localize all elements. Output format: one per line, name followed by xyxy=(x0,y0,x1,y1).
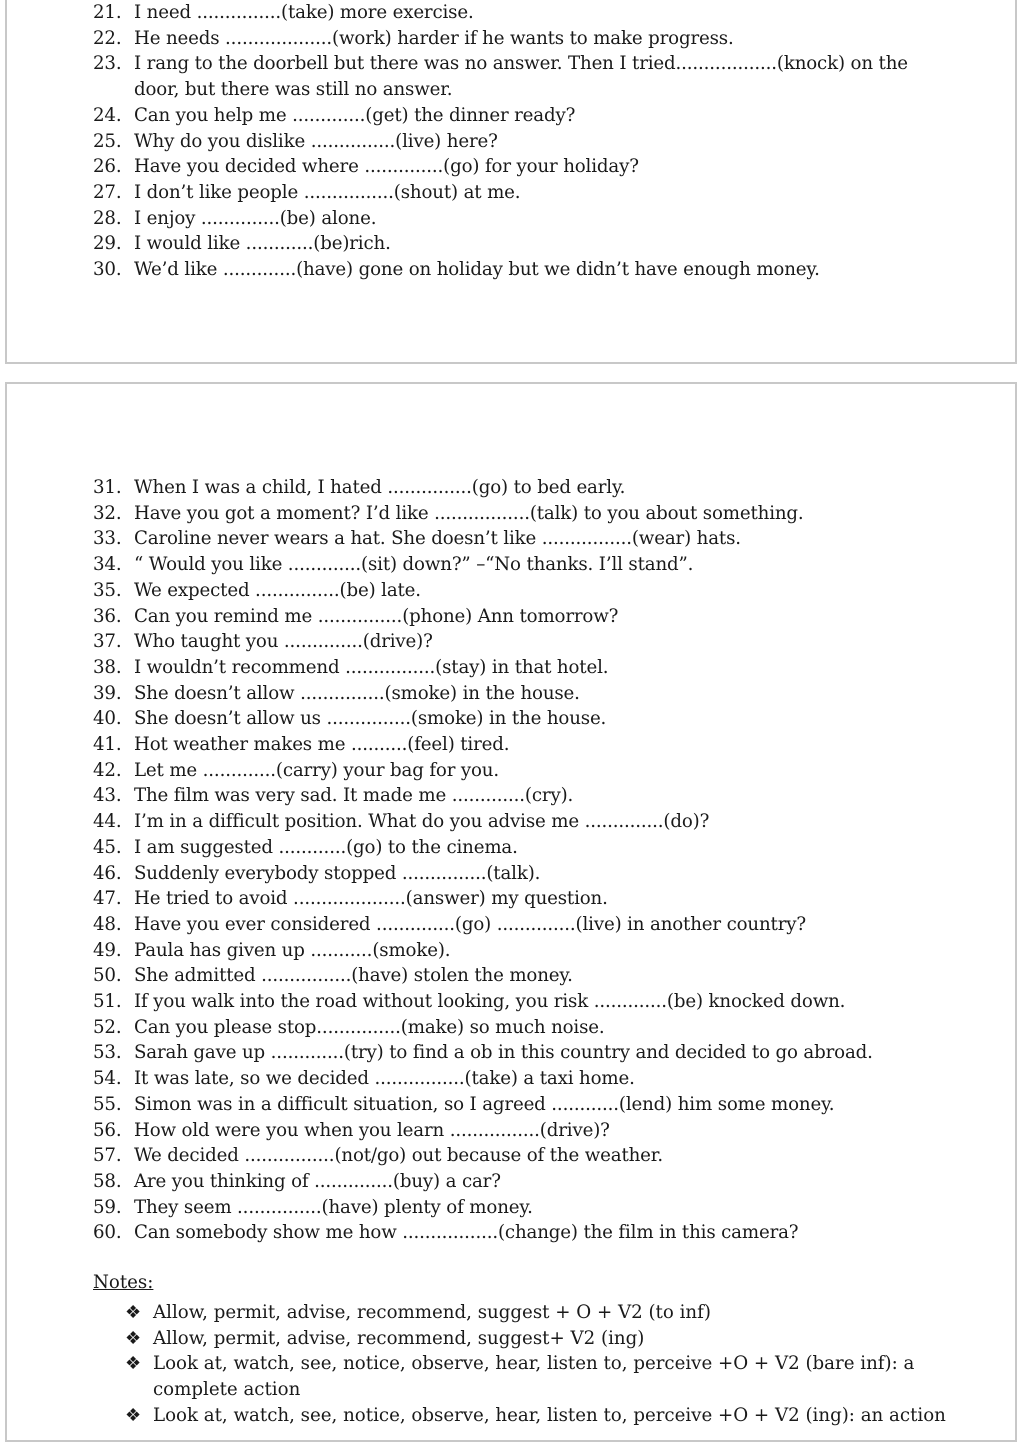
exercise-text: “ Would you like .............(sit) down?” –“No thanks. I’ll stand”. xyxy=(134,554,694,576)
exercise-text: Simon was in a difficult situation, so I agreed ............(lend) him some money. xyxy=(134,1093,835,1115)
exercise-item xyxy=(93,912,873,938)
exercise-number: 40. xyxy=(93,708,122,730)
exercise-item xyxy=(93,154,943,180)
exercise-text: If you walk into the road without looking, you risk .............(be) knocked down. xyxy=(134,991,846,1013)
exercise-number: 45. xyxy=(93,836,122,858)
exercise-item xyxy=(93,629,873,655)
exercise-number: 29. xyxy=(93,233,122,255)
exercise-item xyxy=(93,526,873,552)
exercise-item xyxy=(93,51,943,102)
exercise-item xyxy=(93,783,873,809)
exercise-number: 42. xyxy=(93,759,122,781)
exercise-item xyxy=(93,552,873,578)
note-item xyxy=(93,1326,993,1352)
exercise-number: 47. xyxy=(93,888,122,910)
exercise-number: 34. xyxy=(93,554,122,576)
exercise-text: She admitted ................(have) stolen the money. xyxy=(134,965,573,987)
diamond-bullet-icon: ❖ xyxy=(125,1404,142,1426)
exercise-item xyxy=(93,706,873,732)
exercise-item xyxy=(93,1040,873,1066)
note-text: Look at, watch, see, notice, observe, hear, listen to, perceive +O + V2 (bare inf): a complete action xyxy=(153,1353,915,1401)
exercise-text: She doesn’t allow ...............(smoke) in the house. xyxy=(134,682,580,704)
exercise-number: 39. xyxy=(93,682,122,704)
exercise-item xyxy=(93,257,943,283)
exercise-number: 41. xyxy=(93,734,122,756)
exercise-item xyxy=(93,1066,873,1092)
exercise-item xyxy=(93,0,943,26)
exercise-item xyxy=(93,963,873,989)
exercise-text: He tried to avoid ....................(answer) my question. xyxy=(134,888,608,910)
note-item xyxy=(93,1403,993,1429)
exercise-text: Can you please stop...............(make) so much noise. xyxy=(134,1016,605,1038)
exercise-text: They seem ...............(have) plenty of money. xyxy=(134,1196,533,1218)
exercise-text: Can somebody show me how .................(change) the film in this camera? xyxy=(134,1222,799,1244)
exercise-number: 56. xyxy=(93,1119,122,1141)
exercise-text: Are you thinking of ..............(buy) a car? xyxy=(134,1170,501,1192)
exercise-item xyxy=(93,501,873,527)
exercise-text: Can you remind me ...............(phone) Ann tomorrow? xyxy=(134,605,619,627)
exercise-item xyxy=(93,1143,873,1169)
exercise-item xyxy=(93,231,943,257)
exercise-text-continuation: door, but there was still no answer. xyxy=(134,79,453,101)
notes-list xyxy=(93,1300,993,1429)
exercise-text: Have you ever considered ..............(go) ..............(live) in another country? xyxy=(134,913,806,935)
diamond-bullet-icon: ❖ xyxy=(125,1353,142,1375)
exercise-item xyxy=(93,758,873,784)
exercise-text: We’d like .............(have) gone on holiday but we didn’t have enough money. xyxy=(134,259,820,281)
exercise-text: She doesn’t allow us ...............(smoke) in the house. xyxy=(134,708,607,730)
exercise-number: 53. xyxy=(93,1042,122,1064)
exercise-item xyxy=(93,886,873,912)
exercise-item xyxy=(93,206,943,232)
exercise-item xyxy=(93,129,943,155)
exercise-text: I would like ............(be)rich. xyxy=(134,233,391,255)
exercise-text: How old were you when you learn ................(drive)? xyxy=(134,1119,610,1141)
exercise-item xyxy=(93,861,873,887)
exercise-number: 35. xyxy=(93,579,122,601)
exercise-item xyxy=(93,26,943,52)
exercise-text: Let me .............(carry) your bag for you. xyxy=(134,759,499,781)
exercise-text: Sarah gave up .............(try) to find a ob in this country and decided to go abroad. xyxy=(134,1042,873,1064)
exercise-list-bottom xyxy=(93,475,873,1246)
exercise-item xyxy=(93,1195,873,1221)
exercise-text: I don’t like people ................(shout) at me. xyxy=(134,181,521,203)
exercise-number: 48. xyxy=(93,913,122,935)
exercise-item xyxy=(93,655,873,681)
exercise-number: 38. xyxy=(93,656,122,678)
exercise-item xyxy=(93,1015,873,1041)
notes-section xyxy=(93,1270,993,1429)
exercise-text: Why do you dislike ...............(live) here? xyxy=(134,130,498,152)
exercise-number: 24. xyxy=(93,104,122,126)
exercise-number: 32. xyxy=(93,502,122,524)
exercise-number: 28. xyxy=(93,207,122,229)
exercise-number: 54. xyxy=(93,1068,122,1090)
exercise-list-top xyxy=(93,0,943,283)
exercise-number: 30. xyxy=(93,259,122,281)
exercise-number: 26. xyxy=(93,156,122,178)
exercise-item xyxy=(93,604,873,630)
exercise-number: 59. xyxy=(93,1196,122,1218)
exercise-text: I wouldn’t recommend ................(stay) in that hotel. xyxy=(134,656,609,678)
exercise-number: 51. xyxy=(93,991,122,1013)
exercise-number: 33. xyxy=(93,528,122,550)
exercise-item xyxy=(93,578,873,604)
exercise-text: We decided ................(not/go) out because of the weather. xyxy=(134,1145,663,1167)
exercise-number: 43. xyxy=(93,785,122,807)
exercise-number: 58. xyxy=(93,1170,122,1192)
exercise-number: 36. xyxy=(93,605,122,627)
note-text: Look at, watch, see, notice, observe, hear, listen to, perceive +O + V2 (ing): an action xyxy=(153,1404,946,1426)
exercise-number: 60. xyxy=(93,1222,122,1244)
exercise-text: I am suggested ............(go) to the cinema. xyxy=(134,836,518,858)
exercise-text: Who taught you ..............(drive)? xyxy=(134,631,433,653)
note-text: Allow, permit, advise, recommend, suggest+ V2 (ing) xyxy=(153,1327,645,1349)
exercise-item xyxy=(93,681,873,707)
exercise-text: It was late, so we decided ................(take) a taxi home. xyxy=(134,1068,635,1090)
exercise-number: 49. xyxy=(93,939,122,961)
exercise-text: Can you help me .............(get) the dinner ready? xyxy=(134,104,576,126)
note-item xyxy=(93,1351,993,1402)
note-item xyxy=(93,1300,993,1326)
exercise-text: I’m in a difficult position. What do you advise me ..............(do)? xyxy=(134,811,710,833)
exercise-text: We expected ...............(be) late. xyxy=(134,579,421,601)
exercise-number: 22. xyxy=(93,27,122,49)
exercise-text: I need ...............(take) more exercise. xyxy=(134,2,474,23)
exercise-number: 46. xyxy=(93,862,122,884)
exercise-item xyxy=(93,1092,873,1118)
exercise-text: He needs ...................(work) harder if he wants to make progress. xyxy=(134,27,734,49)
exercise-item xyxy=(93,809,873,835)
exercise-item xyxy=(93,1220,873,1246)
exercise-number: 25. xyxy=(93,130,122,152)
exercise-item xyxy=(93,989,873,1015)
exercise-item xyxy=(93,180,943,206)
exercise-text: I rang to the doorbell but there was no answer. Then I tried..................(knock) on the xyxy=(134,53,908,75)
exercise-item xyxy=(93,1118,873,1144)
exercise-item xyxy=(93,475,873,501)
exercise-text: Caroline never wears a hat. She doesn’t like ................(wear) hats. xyxy=(134,528,741,550)
exercise-number: 57. xyxy=(93,1145,122,1167)
exercise-text: Hot weather makes me ..........(feel) tired. xyxy=(134,734,510,756)
exercise-item xyxy=(93,732,873,758)
exercise-number: 37. xyxy=(93,631,122,653)
exercise-text: Suddenly everybody stopped ...............(talk). xyxy=(134,862,541,884)
exercise-text: Paula has given up ...........(smoke). xyxy=(134,939,451,961)
exercise-item xyxy=(93,103,943,129)
exercise-number: 27. xyxy=(93,181,122,203)
exercise-text: I enjoy ..............(be) alone. xyxy=(134,207,377,229)
exercise-text: The film was very sad. It made me .............(cry). xyxy=(134,785,574,807)
exercise-number: 55. xyxy=(93,1093,122,1115)
exercise-item xyxy=(93,1169,873,1195)
exercise-number: 44. xyxy=(93,811,122,833)
exercise-number: 23. xyxy=(93,53,122,75)
exercise-number: 52. xyxy=(93,1016,122,1038)
diamond-bullet-icon: ❖ xyxy=(125,1327,142,1349)
exercise-number: 31. xyxy=(93,477,122,498)
exercise-text: Have you got a moment? I’d like .................(talk) to you about something. xyxy=(134,502,804,524)
notes-title: Notes: xyxy=(93,1272,154,1293)
exercise-text: Have you decided where ..............(go) for your holiday? xyxy=(134,156,639,178)
exercise-text: When I was a child, I hated ...............(go) to bed early. xyxy=(134,477,626,498)
exercise-number: 21. xyxy=(93,2,122,23)
note-text: Allow, permit, advise, recommend, suggest + O + V2 (to inf) xyxy=(153,1302,711,1323)
exercise-item xyxy=(93,835,873,861)
diamond-bullet-icon: ❖ xyxy=(125,1302,142,1323)
exercise-number: 50. xyxy=(93,965,122,987)
exercise-item xyxy=(93,938,873,964)
